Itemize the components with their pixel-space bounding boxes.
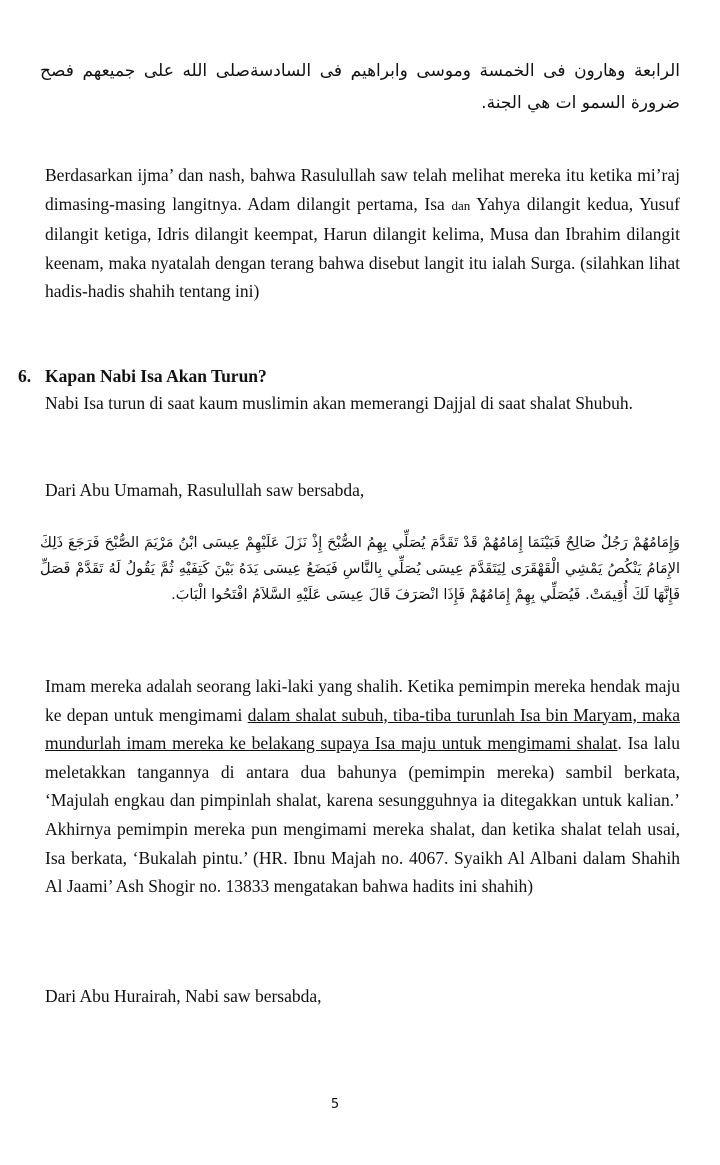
paragraph-imam-after: . Isa lalu meletakkan tangannya di antara dua bahunya (pemimpin mereka) sambil berkata, ‘Majulah engkau dan pimpinlah shalat, karena sesungguhnya ia ditegakkan untuk kalian.’ Akhirnya pemimpin mereka pun mengimami mereka shalat, dan ketika shalat telah usai, Isa berkata, ‘Bukalah pintu.’ (HR. Ibnu Majah no. 4067. Syaikh Al Albani dalam Shahih Al Jaami’ Ash Shogir no. 13833 mengatakan bahwa hadits ini shahih) [45, 733, 680, 897]
paragraph-imam-underlined: dalam shalat subuh, tiba-tiba turunlah Isa bin Maryam, maka mundurlah imam mereka ke belakang supaya Isa maju untuk mengimami shalat [45, 704, 681, 754]
paragraph-ijma [45, 161, 680, 306]
section-number: 6. [18, 366, 32, 386]
paragraph-ijma-part2: Yahya dilangit kedua, Yusuf dilangit ketiga, Idris dilangit keempat, Harun dilangit kelima, Musa dan Ibrahim dilangit keenam, maka nyatalah dengan terang bahwa disebut langit itu ialah Surga. (silahkan lihat hadis-hadis shahih tentang ini) [45, 193, 680, 302]
paragraph-imam-translation [45, 672, 680, 901]
paragraph-imam-before: Imam mereka adalah seorang laki-laki yang shalih. Ketika pemimpin mereka hendak maju ke depan untuk mengimami [45, 676, 680, 725]
section-title: Kapan Nabi Isa Akan Turun? [45, 366, 267, 386]
paragraph-ijma-small-word: dan [451, 197, 471, 213]
arabic-text-top: الرابعة وهارون فى الخمسة وموسى وابراهيم فى السادسةصلى الله على جميعهم فصح ضرورة السمو ات هي الجنة. [40, 61, 680, 113]
arabic-hadith-text: وَإِمَامُهُمْ رَجُلٌ صَالِحٌ فَبَيْنَمَا إِمَامُهُمْ قَدْ تَقَدَّمَ يُصَلِّي بِهِمُ الصُّبْحَ إِذْ نَزَلَ عَلَيْهِمْ عِيسَى ابْنُ مَرْيَمَ الصُّبْحَ فَرَجَعَ ذَلِكَ الإِمَامُ يَنْكُصُ يَمْشِي الْقَهْقَرَى لِيَتَقَدَّمَ عِيسَى يُصَلِّي بِالنَّاسِ فَيَضَعُ عِيسَى يَدَهُ بَيْنَ كَتِفَيْهِ ثُمَّ يَقُولُ لَهُ تَقَدَّمْ فَصَلِّ فَإِنَّهَا لَكَ أُقِيمَتْ. فَيُصَلِّي بِهِمْ إِمَامُهُمْ فَإِذَا انْصَرَفَ قَالَ عِيسَى عَلَيْهِ السَّلاَمُ افْتَحُوا الْبَابَ. [40, 535, 680, 603]
page-number: 5 [330, 1097, 340, 1112]
paragraph-isa-descends: Nabi Isa turun di saat kaum muslimin akan memerangi Dajjal di saat shalat Shubuh. [45, 393, 634, 413]
paragraph-ijma-part1: Berdasarkan ijma’ dan nash, bahwa Rasulullah saw telah melihat mereka itu ketika mi’raj dimasing-masing langitnya. Adam dilangit pertama, Isa [45, 165, 680, 214]
paragraph-abu-umamah: Dari Abu Umamah, Rasulullah saw bersabda, [45, 480, 365, 500]
paragraph-abu-hurairah: Dari Abu Hurairah, Nabi saw bersabda, [45, 986, 322, 1006]
